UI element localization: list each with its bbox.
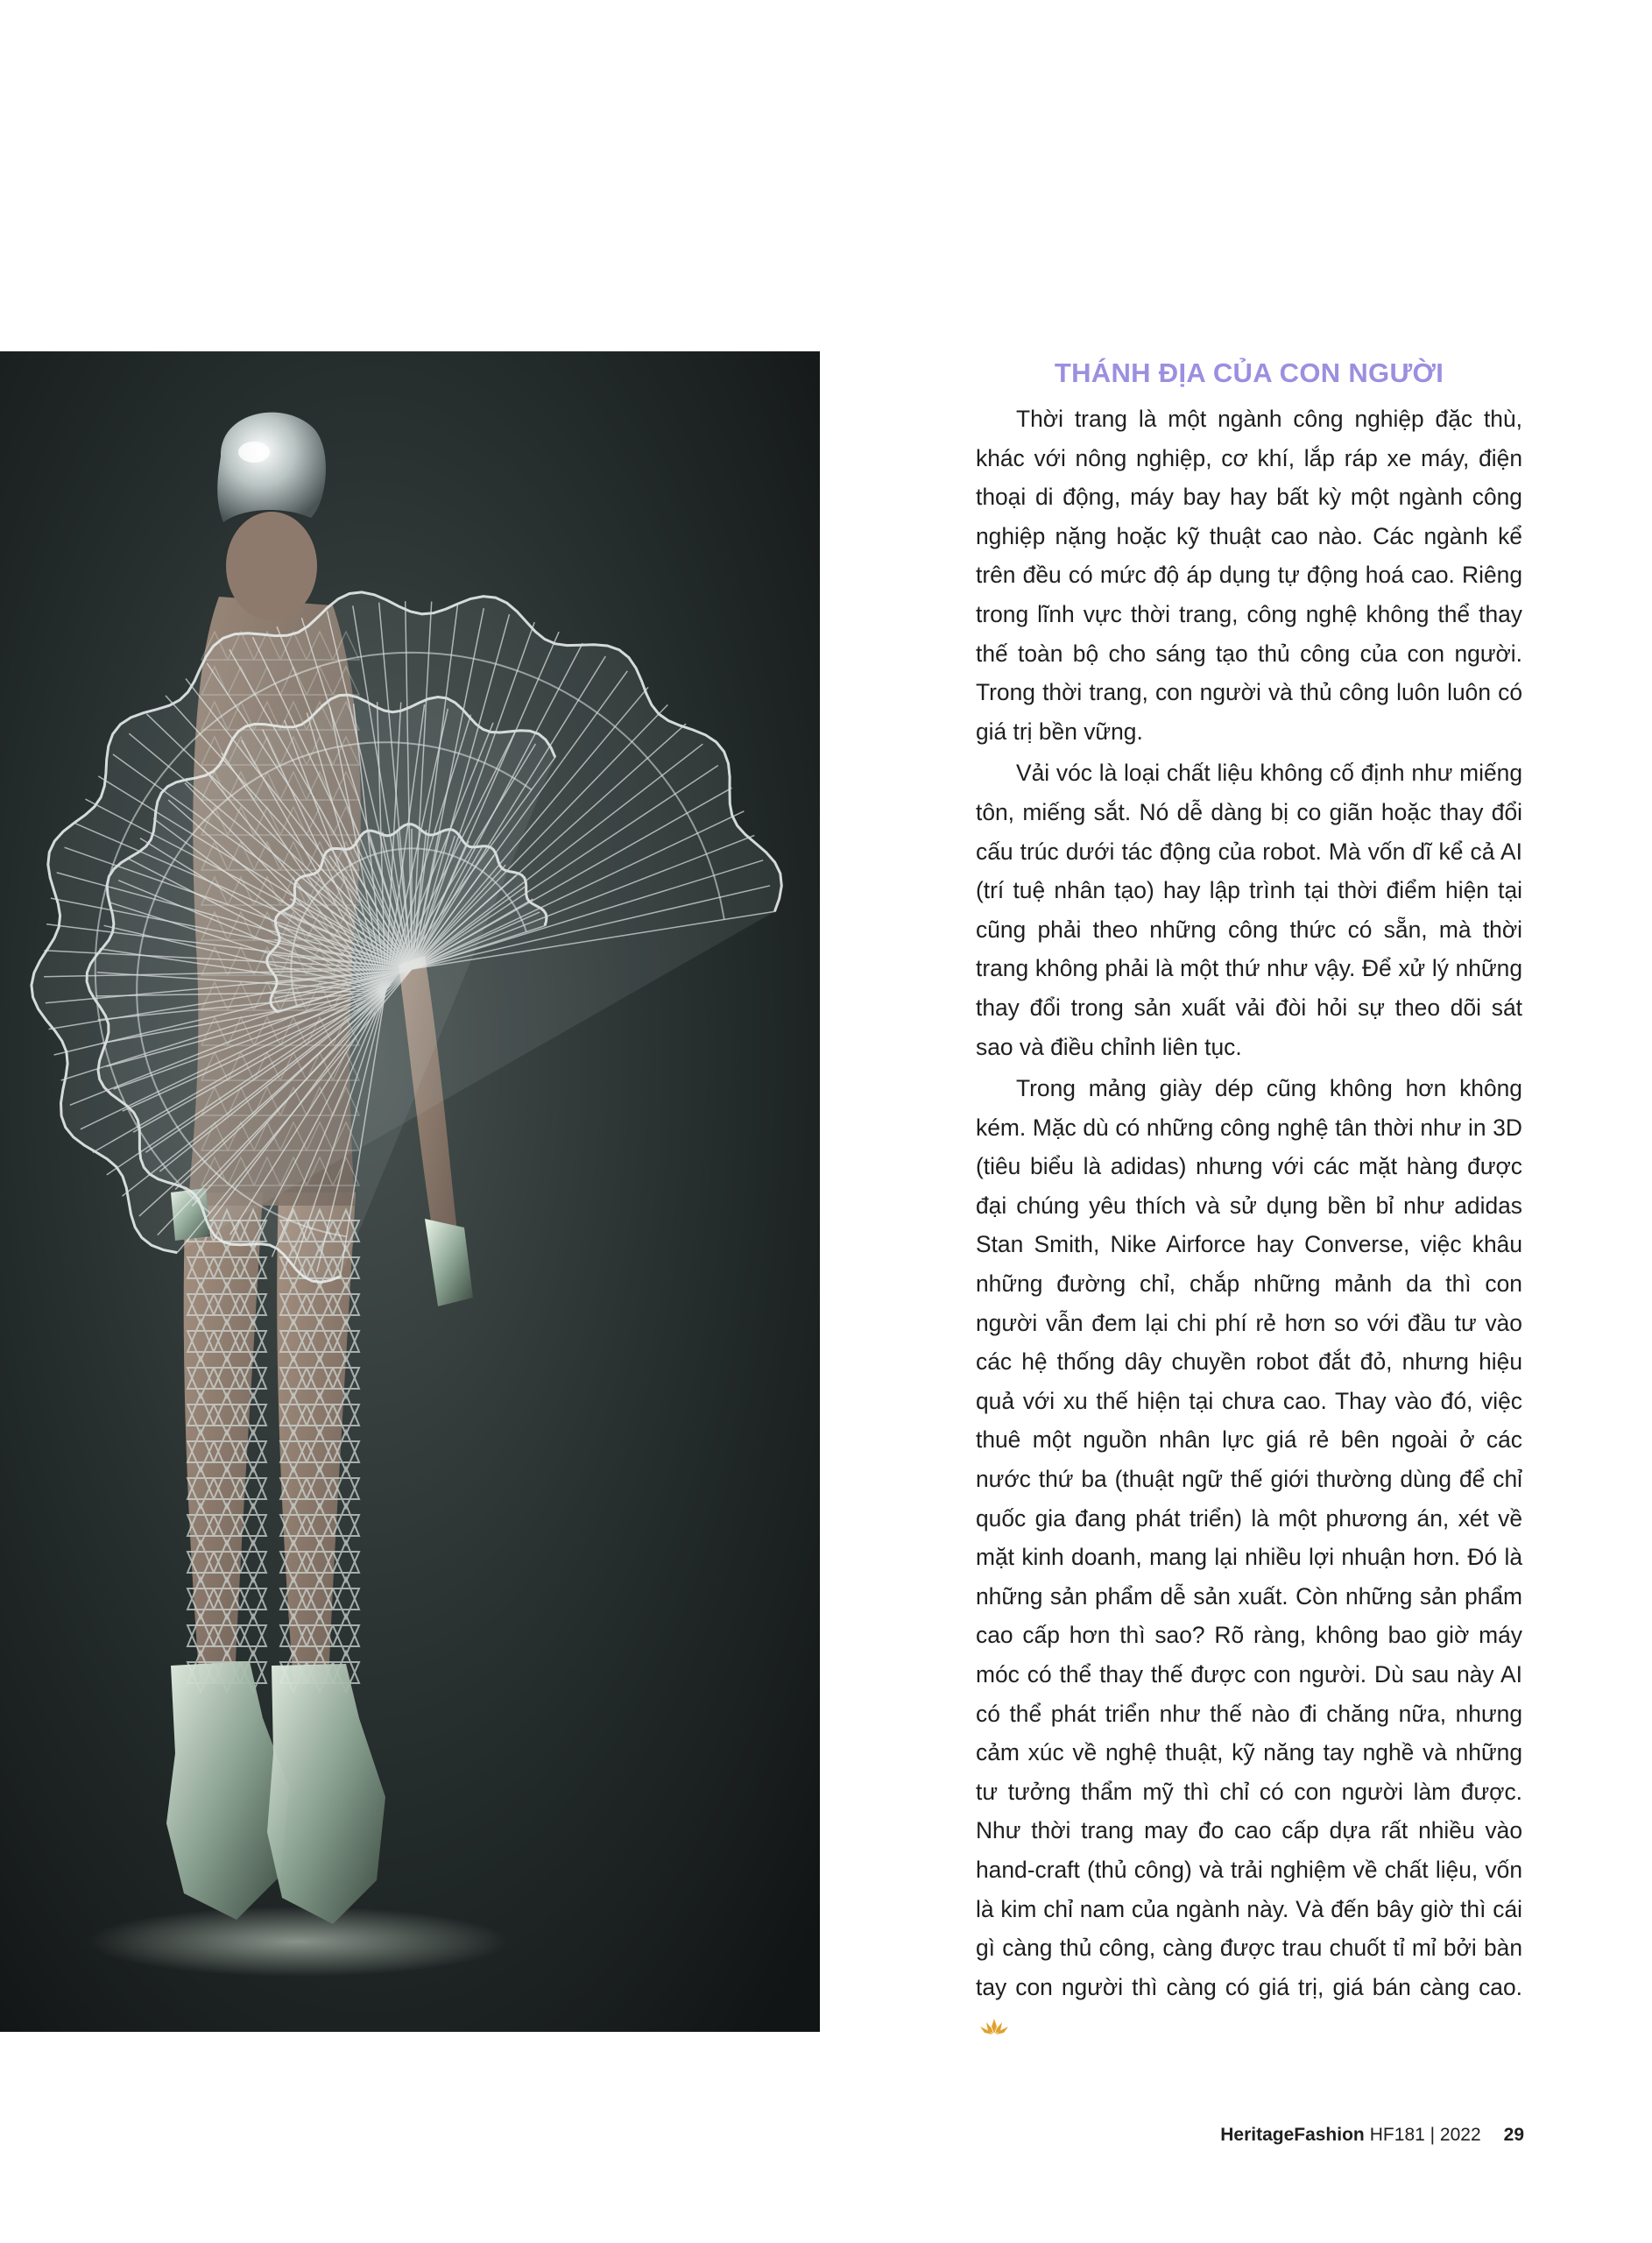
magazine-brand: HeritageFashion [1220, 2125, 1365, 2145]
lotus-icon [979, 2018, 1009, 2035]
paragraph-1: Thời trang là một ngành công nghiệp đặc thù, khác với nông nghiệp, cơ khí, lắp ráp xe máy, điện thoại di động, máy bay hay bất kỳ một ngành công nghiệp nặng hoặc kỹ thuật cao nào. Các ngành kể trên đều có mức độ áp dụng tự động hoá cao. Riêng trong lĩnh vực thời trang, công nghệ không thể thay thế toàn bộ cho sáng tạo thủ công của con người. Trong thời trang, con người và thủ công luôn luôn có giá trị bền vững. [976, 406, 1522, 745]
section-heading: THÁNH ĐỊA CỦA CON NGƯỜI [1054, 357, 1444, 388]
paragraph-3 [976, 1069, 1522, 2046]
model-head [217, 413, 326, 620]
article-section [976, 357, 1522, 2048]
paragraph-2: Vải vóc là loại chất liệu không cố định như miếng tôn, miếng sắt. Nó dễ dàng bị co giãn hoặc thay đổi cấu trúc dưới tác động của robot. Mà vốn dĩ kể cả AI (trí tuệ nhân tạo) hay lập trình tại thời điểm hiện tại cũng phải theo những công thức có sẵn, mà thời trang không phải là một thứ như vậy. Để xử lý những thay đổi trong sản xuất vải đòi hỏi sự theo dõi sát sao và điều chỉnh liên tục. [976, 760, 1522, 1060]
page-footer [1220, 2125, 1524, 2146]
paragraph-3-text: Trong mảng giày dép cũng không hơn không kém. Mặc dù có những công nghệ tân thời như in 3D (tiêu biểu là adidas) nhưng với các mặt hàng được đại chúng yêu thích và sử dụng bền bỉ như adidas Stan Smith, Nike Airforce hay Converse, việc khâu những đường chỉ, chắp những mảnh da thì con người vẫn đem lại chi phí rẻ hơn so với đầu tư vào các hệ thống dây chuyền robot đắt đỏ, nhưng hiệu quả với xu thế hiện tại chưa cao. Thay vào đó, việc thuê một nguồn nhân lực giá rẻ bên ngoài ở các nước thứ ba (thuật ngữ thế giới thường dùng để chỉ quốc gia đang phát triển) là một phương án, xét về mặt kinh doanh, mang lại nhiều lợi nhuận hơn. Đó là những sản phẩm dễ sản xuất. Còn những sản phẩm cao cấp hơn thì sao? Rõ ràng, không bao giờ máy móc có thể thay thế được con người. Dù sau này AI có thể phát triển như thế nào đi chăng nữa, nhưng cảm xúc về nghệ thuật, kỹ năng tay nghề và những tư tưởng thẩm mỹ thì chỉ có con người làm được. Như thời trang may đo cao cấp dựa rất nhiều vào hand-craft (thủ công) và trải nghiệm về chất liệu, vốn là kim chỉ nam của ngành này. Và đến bây giờ thì cái gì càng thủ công, càng được trau chuốt tỉ mỉ bởi bàn tay con người thì càng có giá trị, giá bán càng cao. [976, 1075, 1522, 2000]
page-number: 29 [1503, 2125, 1524, 2145]
fashion-photo [0, 351, 820, 2032]
fashion-illustration [0, 351, 820, 2032]
issue-info: HF181 | 2022 [1369, 2125, 1481, 2145]
